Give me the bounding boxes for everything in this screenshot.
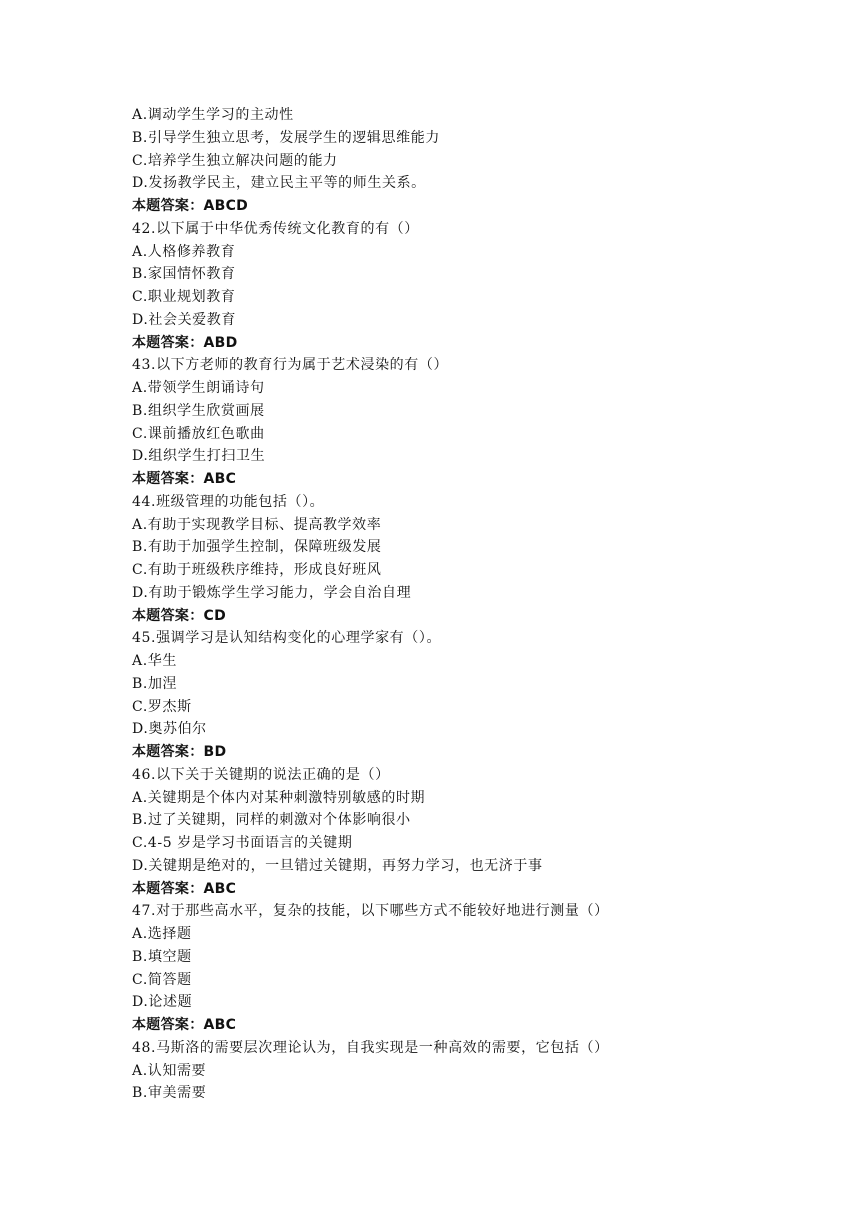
answer-line: 本题答案：ABC (132, 880, 237, 897)
document-page (132, 104, 832, 1105)
question-block (132, 218, 832, 355)
option-line: C.课前播放红色歌曲 (132, 425, 265, 442)
option-line: A.华生 (132, 653, 177, 669)
option-line: D.论述题 (132, 994, 193, 1011)
question-block (132, 627, 832, 764)
answer-line: 本题答案：CD (132, 607, 226, 624)
question-stem: 45.强调学习是认知结构变化的心理学家有（）。 (132, 630, 442, 647)
question-stem: 42.以下属于中华优秀传统文化教育的有（） (132, 220, 419, 237)
option-line: D.组织学生打扫卫生 (132, 448, 266, 465)
answer-line: 本题答案：BD (132, 744, 227, 760)
option-line: A.调动学生学习的主动性 (132, 107, 294, 123)
option-line: D.社会关爱教育 (132, 311, 236, 328)
option-line: D.关键期是绝对的，一旦错过关键期，再努力学习，也无济于事 (132, 857, 543, 874)
question-block (132, 764, 832, 901)
option-line: C.职业规划教育 (132, 289, 236, 305)
answer-line: 本题答案：ABD (132, 334, 238, 351)
answer-line: 本题答案：ABCD (132, 198, 249, 214)
option-line: C.简答题 (132, 971, 192, 988)
option-line: B.过了关键期，同样的刺激对个体影响很小 (132, 812, 411, 829)
option-line: C.有助于班级秩序维持，形成良好班风 (132, 562, 382, 578)
answer-line: 本题答案：ABC (132, 1017, 237, 1033)
option-line: A.带领学生朗诵诗句 (132, 380, 265, 396)
question-stem: 43.以下方老师的教育行为属于艺术浸染的有（） (132, 357, 449, 374)
question-block (132, 104, 832, 218)
question-stem: 47.对于那些高水平，复杂的技能，以下哪些方式不能较好地进行测量（） (132, 903, 609, 920)
option-line: B.组织学生欣赏画展 (132, 402, 265, 419)
option-line: A.认知需要 (132, 1062, 207, 1079)
option-line: A.有助于实现教学目标、提高教学效率 (132, 516, 382, 533)
question-block (132, 354, 832, 491)
question-block (132, 491, 832, 628)
question-stem: 46.以下关于关键期的说法正确的是（） (132, 766, 390, 783)
question-block (132, 1037, 832, 1105)
option-line: D.发扬教学民主，建立民主平等的师生关系。 (132, 175, 426, 192)
option-line: D.奥苏伯尔 (132, 721, 207, 738)
option-line: B.引导学生独立思考，发展学生的逻辑思维能力 (132, 129, 440, 146)
question-stem: 48.马斯洛的需要层次理论认为，自我实现是一种高效的需要，它包括（） (132, 1039, 609, 1056)
option-line: B.有助于加强学生控制，保障班级发展 (132, 539, 382, 556)
option-line: C.4-5 岁是学习书面语言的关键期 (132, 835, 353, 851)
option-line: A.选择题 (132, 926, 192, 942)
option-line: B.家国情怀教育 (132, 266, 236, 283)
option-line: B.加涅 (132, 675, 178, 692)
option-line: C.罗杰斯 (132, 698, 192, 715)
question-stem: 44.班级管理的功能包括（）。 (132, 493, 325, 510)
option-line: A.人格修养教育 (132, 243, 236, 260)
option-line: B.填空题 (132, 948, 192, 965)
answer-line: 本题答案：ABC (132, 471, 237, 487)
option-line: A.关键期是个体内对某种刺激特别敏感的时期 (132, 789, 426, 806)
option-line: B.审美需要 (132, 1085, 207, 1102)
option-line: C.培养学生独立解决问题的能力 (132, 152, 338, 169)
question-block (132, 900, 832, 1037)
option-line: D.有助于锻炼学生学习能力，学会自治自理 (132, 584, 412, 601)
